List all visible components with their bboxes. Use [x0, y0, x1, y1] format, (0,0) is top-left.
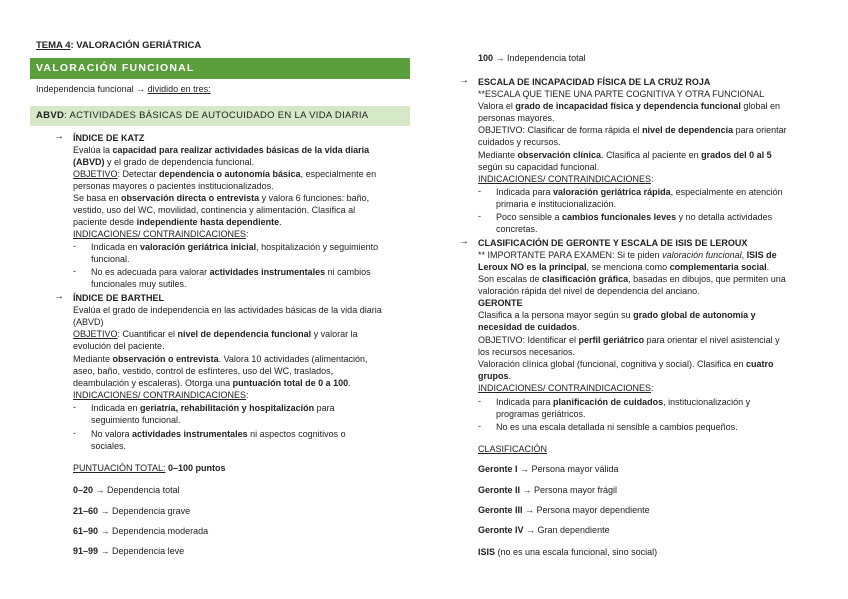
score-range: 91–99 → Dependencia leve — [73, 546, 185, 556]
geronte-bullet: programas geriátricos. — [496, 409, 586, 419]
cruzroja-title: ESCALA DE INCAPACIDAD FÍSICA DE LA CRUZ ROJA — [478, 77, 711, 87]
document-title — [36, 40, 201, 51]
katz-bullet: funcional. — [91, 254, 130, 264]
katz-indications: INDICACIONES/ CONTRAINDICACIONES: — [73, 229, 249, 239]
geronte-bullet: Indicada para planificación de cuidados, institucionalización y — [496, 397, 751, 407]
geronte-line: Son escalas de clasificación gráfica, basadas en dibujos, que permiten una — [478, 274, 786, 284]
cruzroja-line: según su capacidad funcional. — [478, 162, 600, 172]
cruzroja-line: Valora el grado de incapacidad física y dependencia funcional global en — [478, 101, 780, 111]
katz-line: personas mayores o pacientes institucionalizados. — [73, 181, 274, 191]
katz-bullet: Indicada en valoración geriátrica inicial, hospitalización y seguimiento — [91, 242, 379, 252]
geronte-bullet: No es una escala detallada ni sensible a cambios pequeños. — [496, 422, 738, 432]
score-range: 61–90 → Dependencia moderada — [73, 526, 209, 536]
arrow-icon: → — [459, 236, 469, 247]
cruzroja-bullet: Poco sensible a cambios funcionales leves y no detalla actividades — [496, 212, 773, 222]
barthel-line: aseo, baño, vestido, control de esfínteres, uso del WC, traslados, — [73, 366, 334, 376]
barthel-line: evolución del paciente. — [73, 341, 165, 351]
barthel-line: deambulación y escaleras). Otorga una puntuación total de 0 a 100. — [73, 378, 351, 388]
geronte-item: Geronte II → Persona mayor frágil — [478, 485, 618, 495]
bullet-dash: - — [73, 266, 76, 276]
geronte-line: valoración rápida del nivel de dependencia del anciano. — [478, 286, 700, 296]
bullet-dash: - — [478, 396, 481, 406]
arrow-icon: → — [459, 75, 469, 86]
katz-line: Se basa en observación directa o entrevista y valora 6 funciones: baño, — [73, 193, 370, 203]
abvd-text: : ACTIVIDADES BÁSICAS DE AUTOCUIDADO EN LA VIDA DIARIA — [64, 110, 369, 121]
intro-line — [36, 84, 211, 94]
arrow-icon: → — [54, 131, 64, 142]
bullet-dash: - — [73, 402, 76, 412]
cruzroja-line: personas mayores. — [478, 113, 555, 123]
intro-text: Independencia funcional → — [36, 84, 148, 94]
barthel-line: Mediante observación o entrevista. Valora 10 actividades (alimentación, — [73, 354, 368, 364]
abvd-band — [30, 106, 410, 126]
tema-label: TEMA 4 — [36, 40, 71, 51]
katz-line: paciente desde independiente hasta dependiente. — [73, 217, 282, 227]
katz-bullet: funcionales muy sutiles. — [91, 279, 187, 289]
barthel-bullet: sociales. — [91, 441, 127, 451]
geronte-item: Geronte III → Persona mayor dependiente — [478, 505, 650, 515]
isis-line: ISIS (no es una escala funcional, sino social) — [478, 547, 658, 557]
geronte-item: Geronte IV → Gran dependiente — [478, 525, 610, 535]
cruzroja-objective: OBJETIVO: Clasificar de forma rápida el nivel de dependencia para orientar — [478, 125, 787, 135]
katz-objective: OBJETIVO: Detectar dependencia o autonomía básica, especialmente en — [73, 169, 377, 179]
katz-bullet: No es adecuada para valorar actividades instrumentales ni cambios — [91, 267, 371, 277]
abvd-abbr: ABVD — [36, 110, 65, 121]
geronte-item: Geronte I → Persona mayor válida — [478, 464, 619, 474]
section-title-band: VALORACIÓN FUNCIONAL — [30, 58, 410, 79]
barthel-objective: OBJETIVO: Cuantificar el nivel de dependencia funcional y valorar la — [73, 329, 358, 339]
bullet-dash: - — [478, 186, 481, 196]
cruzroja-bullet: Indicada para valoración geriátrica rápida, especialmente en atención — [496, 187, 783, 197]
katz-line: Evalúa la capacidad para realizar actividades básicas de la vida diaria — [73, 145, 370, 155]
katz-line: vestido, uso del WC, movilidad, continencia y alimentación. Clasifica al — [73, 205, 356, 215]
title-text: : VALORACIÓN GERIÁTRICA — [70, 40, 202, 51]
geronte-line: grupos. — [478, 371, 512, 381]
score-range: 21–60 → Dependencia grave — [73, 506, 191, 516]
bullet-dash: - — [73, 428, 76, 438]
score-range: 100 → Independencia total — [478, 53, 586, 63]
katz-line: (ABVD) y el grado de dependencia funcional. — [73, 157, 255, 167]
geronte-note: Leroux NO es la principal, se menciona como complementaria social. — [478, 262, 770, 272]
geronte-subtitle: GERONTE — [478, 298, 523, 308]
cruzroja-line: Mediante observación clínica. Clasifica al paciente en grados del 0 al 5 — [478, 150, 772, 160]
geronte-title: CLASIFICACIÓN DE GERONTE Y ESCALA DE ISIS DE LEROUX — [478, 238, 748, 248]
geronte-line: los recursos necesarios. — [478, 347, 576, 357]
score-total: PUNTUACIÓN TOTAL: 0–100 puntos — [73, 463, 226, 473]
geronte-line: Clasifica a la persona mayor según su grado global de autonomía y — [478, 310, 756, 320]
cruzroja-line: cuidados y recursos. — [478, 137, 561, 147]
geronte-indications: INDICACIONES/ CONTRAINDICACIONES: — [478, 383, 654, 393]
cruzroja-bullet: concretas. — [496, 224, 538, 234]
barthel-bullet: Indicada en geriatría, rehabilitación y hospitalización para — [91, 403, 335, 413]
barthel-bullet: No valora actividades instrumentales ni aspectos cognitivos o — [91, 429, 346, 439]
bullet-dash: - — [478, 211, 481, 221]
barthel-bullet: seguimiento funcional. — [91, 415, 181, 425]
geronte-classification-heading: CLASIFICACIÓN — [478, 444, 548, 454]
geronte-note: ** IMPORTANTE PARA EXAMEN: Si te piden valoración funcional, ISIS de — [478, 250, 777, 260]
barthel-line: Evalúa el grado de independencia en las actividades básicas de la vida diaria — [73, 305, 382, 315]
cruzroja-note: **ESCALA QUE TIENE UNA PARTE COGNITIVA Y OTRA FUNCIONAL — [478, 89, 765, 99]
cruzroja-bullet: primaria e institucionalización. — [496, 199, 617, 209]
cruzroja-indications: INDICACIONES/ CONTRAINDICACIONES: — [478, 174, 654, 184]
bullet-dash: - — [73, 241, 76, 251]
geronte-line: Valoración clínica global (funcional, cognitiva y social). Clasifica en cuatro — [478, 359, 774, 369]
bullet-dash: - — [478, 421, 481, 431]
barthel-line: (ABVD) — [73, 317, 104, 327]
geronte-line: necesidad de cuidados. — [478, 322, 580, 332]
katz-title: ÍNDICE DE KATZ — [73, 133, 145, 143]
barthel-indications: INDICACIONES/ CONTRAINDICACIONES: — [73, 390, 249, 400]
arrow-icon: → — [54, 291, 64, 302]
barthel-title: ÍNDICE DE BARTHEL — [73, 293, 165, 303]
intro-underlined: dividido en tres: — [147, 84, 211, 94]
geronte-objective: OBJETIVO: Identificar el perfil geriátrico para orientar el nivel asistencial y — [478, 335, 780, 345]
score-range: 0–20 → Dependencia total — [73, 485, 180, 495]
